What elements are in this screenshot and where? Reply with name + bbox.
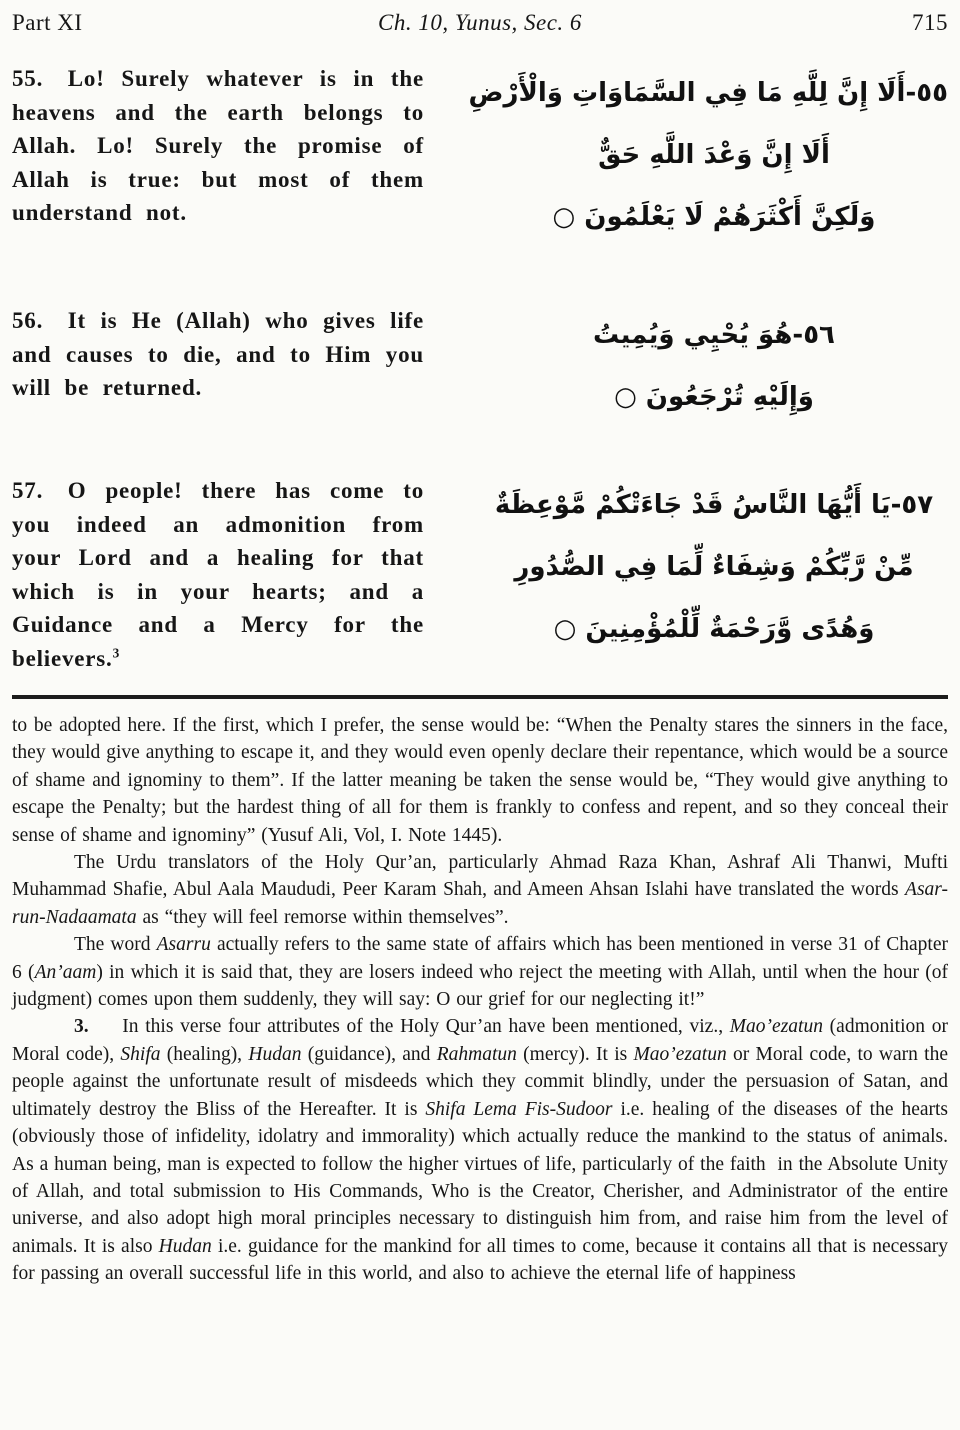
footnote-paragraph: The Urdu translators of the Holy Qur’an, particularly Ahmad Raza Khan, Ashraf Ali Thanwi, Mufti Muhammad Shafie, Abul Aala Maududi, Peer Karam Shah, and Ameen Ahsan Islahi have translated the words Asar-run-Nadaamata as “they will feel remorse within themselves”. — [12, 852, 948, 928]
arabic-line: وَلَكِنَّ أَكْثَرَهُمْ لَا يَعْلَمُونَ ○ — [552, 202, 876, 232]
verse-55-arabic-text — [468, 62, 948, 248]
verses-section — [12, 62, 948, 675]
header-part-label: Part XI — [12, 10, 83, 35]
header-chapter-label: Ch. 10, Yunus, Sec. 6 — [378, 10, 582, 35]
arabic-line: أَلَا إِنَّ وَعْدَ اللَّهِ حَقٌّ — [598, 140, 830, 170]
arabic-line: مِّنْ رَّبِّكُمْ وَشِفَاءٌ لِّمَا فِي الصُّدُورِ — [514, 552, 914, 582]
verse-block-55 — [12, 62, 948, 260]
footnotes-section — [12, 712, 948, 1288]
verse-57-arabic-text — [480, 474, 948, 660]
verse-57-english-text: 57. O people! there has come to you indeed an admonition from your Lord and a healing for that which is in your hearts; and a Guidance and a Mercy for the believers.$^3$ — [12, 478, 424, 671]
footnote-paragraph: 3. In this verse four attributes of the Holy Qur’an have been mentioned, viz., Mao’ezatun (admonition or Moral code), Shifa (healing), Hudan (guidance), and Rahmatun (mercy). It is Mao’ezatun or Moral code, to warn the people against the unfortunate result of misdeeds which they commit blindly, under the persuasion of Satan, and ultimately destroy the Bliss of the Hereafter. It is Shifa Lema Fis-Sudoor i.e. healing of the diseases of the hearts (obviously those of infidelity, idolatry and immorality) which actually reduce the mankind to the status of animals. As a human being, man is expected to follow the higher virtues of life, particularly of the faith in the Absolute Unity of Allah, and total submission to His Commands, Who is the Creator, Cherisher, and Administrator of the entire universe, and also adopt high moral principles necessary to distinguish him from, and raise him from the level of animals. It is also Hudan i.e. guidance for the mankind for all times to come, because it contains all that is necessary for passing an overall successful life in this world, and also to achieve the eternal life of happiness — [12, 1016, 949, 1285]
verse-56-arabic-text — [480, 304, 948, 428]
footnote-separator-rule — [12, 695, 948, 699]
verse-block-56 — [12, 304, 948, 430]
arabic-line: ٥٥-أَلَا إِنَّ لِلَّهِ مَا فِي السَّمَاوَاتِ وَالْأَرْضِ — [468, 78, 948, 108]
footnote-paragraph: The word Asarru actually refers to the same state of affairs which has been mentioned in verse 31 of Chapter 6 (An’aam) in which it is said that, they are losers indeed who reject the meeting with Allah, until when the hour (of judgment) comes upon them suddenly, they will say: O our grief for our neglecting it!” — [12, 934, 948, 1011]
arabic-line: وَهُدًى وَّرَحْمَةٌ لِّلْمُؤْمِنِينَ ○ — [553, 614, 875, 644]
verse-block-57 — [12, 474, 948, 675]
verse-55-english-text: 55. Lo! Surely whatever is in the heavens and the earth belongs to Allah. Lo! Surely the promise of Allah is true: but most of them understand not. — [12, 66, 424, 225]
arabic-line: ٥٦-هُوَ يُحْيِي وَيُمِيتُ — [593, 320, 835, 350]
footnote-paragraph: to be adopted here. If the first, which I prefer, the sense would be: “When the Penalty stares the sinners in the face, they would give anything to escape it, and they would even openly declare their repentance, which would be a source of shame and ignominy to them”. If the latter meaning be taken the sense would be, “They would give anything to escape the Penalty; but the hardest thing of all for them is frankly to confess and repent, and so they conceal their sense of shame and ignominy” (Yusuf Ali, Vol, I. Note 1445). — [12, 715, 948, 846]
verse-56-english-text: 56. It is He (Allah) who gives life and causes to die, and to Him you will be returned. — [12, 308, 424, 400]
header-page-number: 715 — [912, 10, 948, 35]
arabic-line: ٥٧-يَا أَيُّهَا النَّاسُ قَدْ جَاءَتْكُمْ مَّوْعِظَةٌ — [494, 490, 934, 520]
page-header — [12, 10, 948, 36]
arabic-line: وَإِلَيْهِ تُرْجَعُونَ ○ — [614, 382, 814, 412]
